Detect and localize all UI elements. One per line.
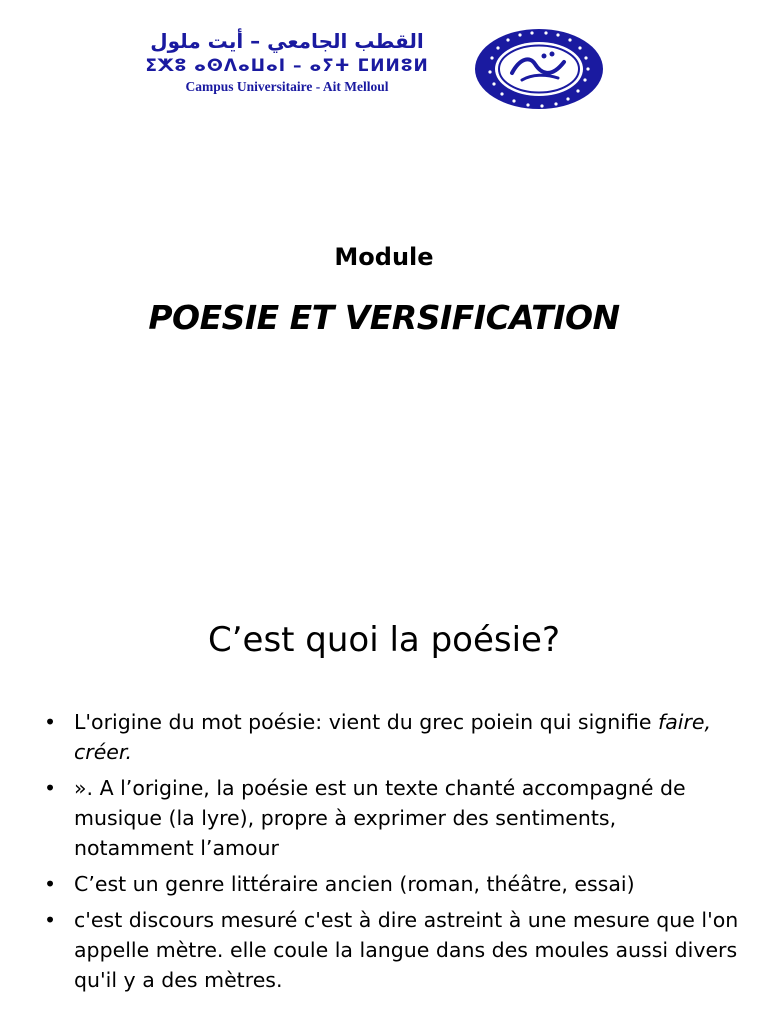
bullet-icon: •: [44, 776, 57, 800]
arabic-campus-name: القطب الجامعي – أيت ملول: [150, 29, 424, 53]
bullet-item: [40, 773, 740, 863]
bullet-text: C’est un genre littéraire ancien (roman, théâtre, essai): [74, 872, 635, 896]
bullet-item: [40, 905, 740, 995]
bullet-icon: •: [44, 908, 57, 932]
tifinagh-campus-name: ⵉⵅⵓ ⴰⵙⴷⴰⵡⴰⵏ – ⴰⵢⵜ ⵎⵍⵍⵓⵍ: [145, 56, 429, 76]
bullet-text: c'est discours mesuré c'est à dire astreint à une mesure que l'on appelle mètre. elle coule la langue dans des moules aussi divers qu'il y a des mètres.: [74, 908, 739, 992]
bullet-icon: •: [44, 872, 57, 896]
bullet-icon: •: [44, 710, 57, 734]
module-title: POESIE ET VERSIFICATION: [148, 298, 620, 337]
bullet-item: [40, 707, 740, 767]
banner-text: [118, 28, 456, 110]
bullet-text: L'origine du mot poésie: vient du grec poiein qui signifie: [74, 710, 659, 734]
bullet-item: [40, 869, 740, 899]
bullet-text: ». A l’origine, la poésie est un texte chanté accompagné de musique (la lyre), propre à exprimer des sentiments, notamment l’amour: [74, 776, 686, 860]
content-slide: [0, 512, 768, 1024]
university-seal-logo: [472, 28, 606, 110]
bullet-list: [40, 707, 740, 1001]
module-label: Module: [334, 243, 434, 271]
campus-name: Campus Universitaire - Ait Melloul: [185, 79, 389, 94]
slide-heading: C’est quoi la poésie?: [207, 620, 561, 660]
bullet-text-italic: faire, créer.: [74, 710, 712, 764]
university-banner: [118, 28, 608, 110]
